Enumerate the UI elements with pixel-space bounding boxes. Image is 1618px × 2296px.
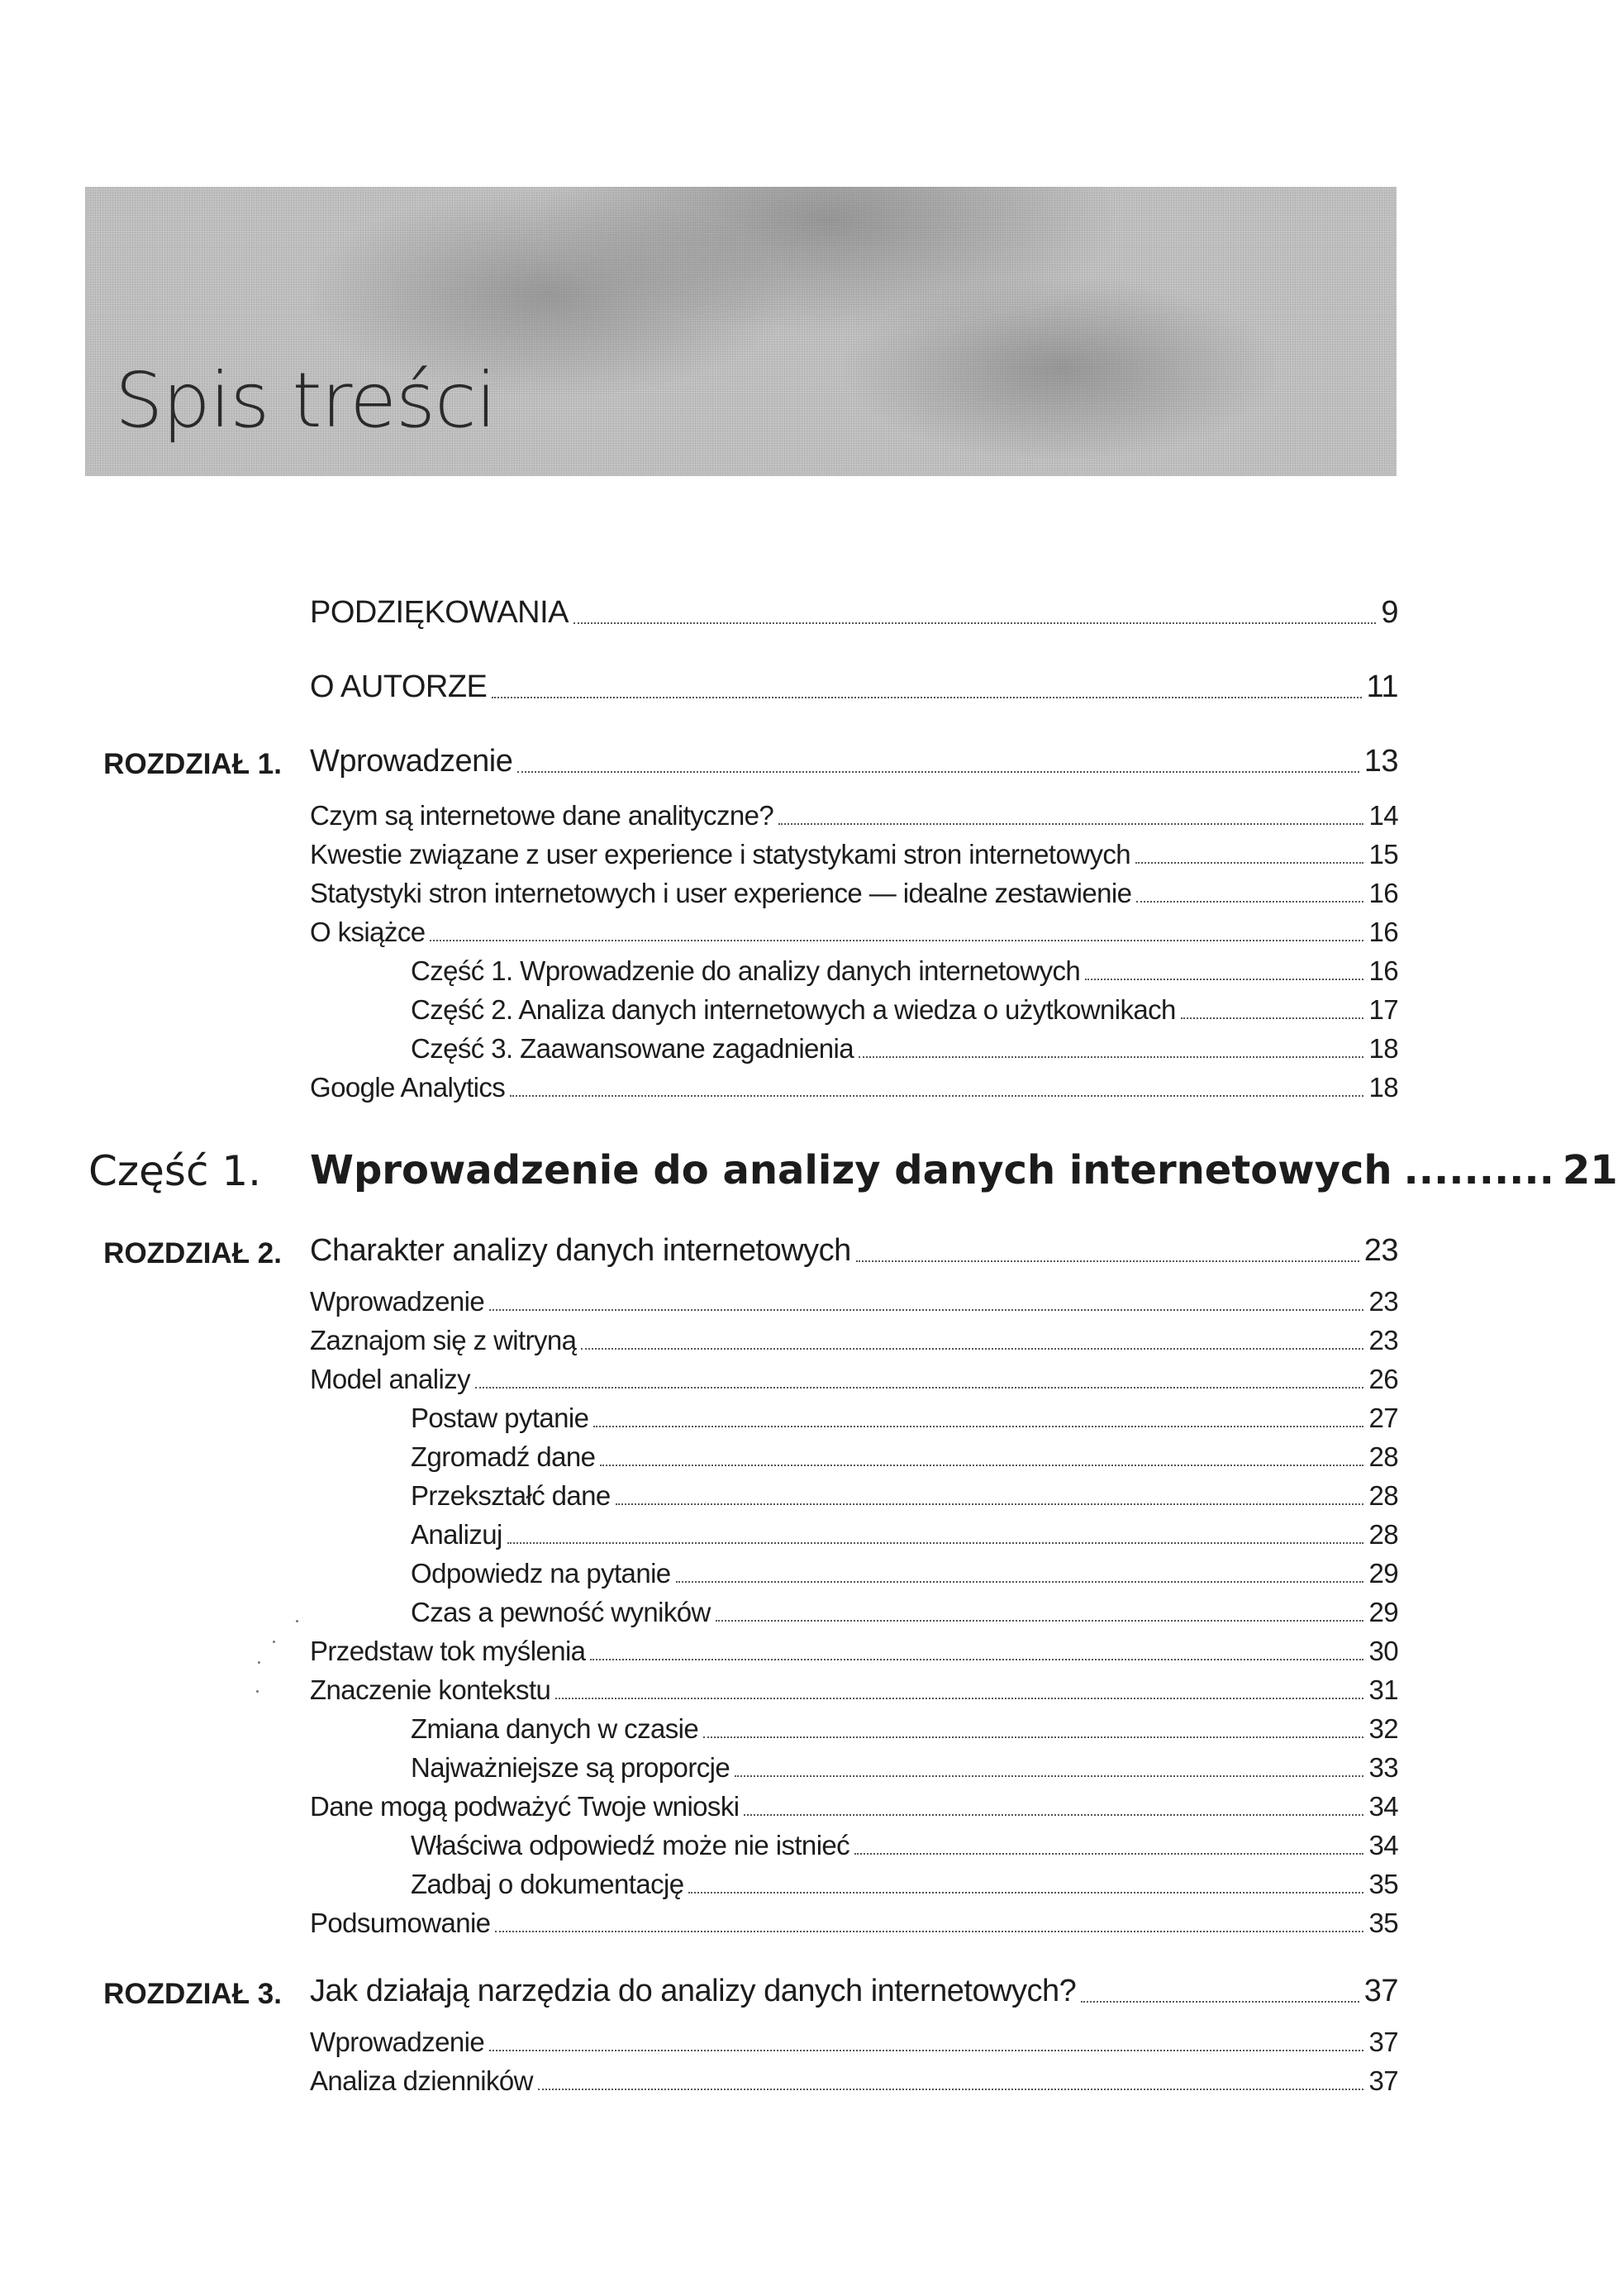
- toc-entry[interactable]: [310, 1674, 1398, 1706]
- toc-entry-page: 31: [1368, 1674, 1398, 1705]
- title-banner: [85, 187, 1397, 476]
- toc-entry-page: 23: [1368, 1325, 1398, 1355]
- leader-dots: [555, 1698, 1363, 1699]
- toc-entry-page: 35: [1368, 1908, 1398, 1938]
- toc-subentry[interactable]: [411, 1597, 1398, 1628]
- toc-entry[interactable]: [310, 1908, 1398, 1939]
- leader-dots: [616, 1503, 1364, 1505]
- toc-entry-page: 33: [1368, 1752, 1398, 1783]
- leader-dots: [573, 622, 1376, 624]
- toc-entry[interactable]: [310, 878, 1398, 909]
- toc-subentry[interactable]: [411, 1558, 1398, 1589]
- scan-speck: [258, 1661, 260, 1664]
- toc-entry-title: Podsumowanie: [310, 1908, 491, 1938]
- toc-entry-title: Wprowadzenie: [310, 1286, 485, 1317]
- leader-dots: [475, 1387, 1364, 1389]
- toc-entry-page: 34: [1368, 1830, 1398, 1860]
- leader-dots: [859, 1056, 1363, 1058]
- toc-entry-page: 13: [1363, 744, 1398, 779]
- scan-speck: [273, 1641, 275, 1643]
- toc-entry-title: O książce: [310, 917, 426, 947]
- toc-entry-page: 37: [1363, 1974, 1398, 2008]
- toc-entry[interactable]: [310, 1325, 1398, 1356]
- toc-entry[interactable]: [310, 1364, 1398, 1395]
- toc-entry-title: Część 3. Zaawansowane zagadnienia: [411, 1033, 854, 1064]
- leader-dots: ..........: [1403, 1147, 1554, 1193]
- toc-entry-title: Zgromadź dane: [411, 1441, 596, 1472]
- chapter-label: ROZDZIAŁ 1.: [103, 748, 282, 780]
- toc-entry[interactable]: [310, 1636, 1398, 1667]
- toc-entry-title: Wprowadzenie: [310, 744, 513, 779]
- toc-entry-page: 30: [1368, 1636, 1398, 1666]
- toc-entry[interactable]: [310, 1791, 1398, 1822]
- leader-dots: [735, 1775, 1363, 1777]
- toc-entry-title: Zmiana danych w czasie: [411, 1713, 699, 1744]
- toc-entry-title: Charakter analizy danych internetowych: [310, 1233, 851, 1268]
- toc-entry-title: Wprowadzenie: [310, 2027, 485, 2057]
- toc-entry-title: Część 2. Analiza danych internetowych a wiedza o użytkownikach: [411, 994, 1176, 1025]
- toc-subentry[interactable]: [411, 1519, 1398, 1551]
- toc-subentry[interactable]: [411, 1033, 1398, 1065]
- toc-entry-page: 27: [1368, 1403, 1398, 1433]
- leader-dots: [507, 1542, 1364, 1544]
- toc-subentry[interactable]: [411, 1441, 1398, 1473]
- leader-dots: [856, 1260, 1359, 1262]
- toc-entry-title: Najważniejsze są proporcje: [411, 1752, 730, 1783]
- part-label: Część 1.: [88, 1147, 262, 1195]
- toc-entry-title: PODZIĘKOWANIA: [310, 595, 569, 630]
- toc-entry-title: Analiza dzienników: [310, 2065, 533, 2096]
- toc-chapter-2[interactable]: [310, 1233, 1398, 1269]
- toc-subentry[interactable]: [411, 1713, 1398, 1745]
- toc-entry-page: 17: [1368, 994, 1398, 1025]
- toc-entry-page: 16: [1368, 878, 1398, 908]
- leader-dots: [716, 1620, 1364, 1622]
- leader-dots: [489, 2050, 1363, 2051]
- toc-entry-title: Model analizy: [310, 1364, 470, 1394]
- leader-dots: [600, 1465, 1363, 1466]
- toc-part-1[interactable]: [310, 1147, 1618, 1193]
- toc-entry-title: O AUTORZE: [310, 669, 488, 704]
- toc-entry-title: Dane mogą podważyć Twoje wnioski: [310, 1791, 740, 1822]
- leader-dots: [688, 1892, 1363, 1893]
- toc-entry[interactable]: [310, 2065, 1398, 2097]
- toc-entry-title: Znaczenie kontekstu: [310, 1674, 551, 1705]
- toc-entry[interactable]: [310, 1072, 1398, 1103]
- toc-entry-about-author[interactable]: [310, 669, 1398, 705]
- toc-subentry[interactable]: [411, 1830, 1398, 1861]
- toc-entry-page: 18: [1368, 1033, 1398, 1064]
- page-title: Spis treści: [115, 356, 497, 445]
- leader-dots: [778, 823, 1363, 825]
- leader-dots: [581, 1348, 1363, 1350]
- toc-entry-page: 9: [1381, 595, 1398, 630]
- toc-entry-title: Zaznajom się z witryną: [310, 1325, 577, 1355]
- toc-entry-page: 21: [1562, 1147, 1618, 1193]
- toc-chapter-3[interactable]: [310, 1974, 1398, 2009]
- toc-subentry[interactable]: [411, 1752, 1398, 1784]
- toc-entry-title: Przekształć dane: [411, 1480, 611, 1511]
- toc-entry-title: Analizuj: [411, 1519, 502, 1550]
- leader-dots: [744, 1814, 1363, 1816]
- toc-entry[interactable]: [310, 2027, 1398, 2058]
- toc-entry[interactable]: [310, 800, 1398, 831]
- toc-entry-page: 32: [1368, 1713, 1398, 1744]
- toc-subentry[interactable]: [411, 1403, 1398, 1434]
- toc-entry-page: 28: [1368, 1441, 1398, 1472]
- toc-entry-page: 14: [1368, 800, 1398, 831]
- leader-dots: [676, 1581, 1364, 1583]
- toc-chapter-1[interactable]: [310, 744, 1398, 779]
- toc-subentry[interactable]: [411, 1869, 1398, 1900]
- toc-entry-page: 11: [1366, 669, 1398, 704]
- leader-dots: [489, 1309, 1363, 1311]
- leader-dots: [495, 1931, 1363, 1932]
- leader-dots: [1081, 2001, 1359, 2003]
- toc-entry-page: 26: [1368, 1364, 1398, 1394]
- toc-entry-title: Odpowiedz na pytanie: [411, 1558, 671, 1589]
- toc-entry-title: Postaw pytanie: [411, 1403, 589, 1433]
- toc-entry[interactable]: [310, 1286, 1398, 1317]
- toc-entry-acknowledgements[interactable]: [310, 595, 1398, 631]
- toc-entry-page: 29: [1368, 1597, 1398, 1627]
- toc-entry-title: Czym są internetowe dane analityczne?: [310, 800, 774, 831]
- chapter-label: ROZDZIAŁ 3.: [103, 1978, 282, 2010]
- leader-dots: [492, 697, 1361, 698]
- leader-dots: [510, 1095, 1363, 1097]
- toc-entry-title: Właściwa odpowiedź może nie istnieć: [411, 1830, 850, 1860]
- toc-entry-title: Google Analytics: [310, 1072, 506, 1103]
- toc-entry[interactable]: [310, 917, 1398, 948]
- toc-entry-page: 34: [1368, 1791, 1398, 1822]
- toc-entry-title: Czas a pewność wyników: [411, 1597, 711, 1627]
- toc-entry-title: Statystyki stron internetowych i user experience — idealne zestawienie: [310, 878, 1132, 908]
- scan-speck: [296, 1620, 298, 1622]
- toc-entry-page: 29: [1368, 1558, 1398, 1589]
- toc-entry-page: 23: [1363, 1233, 1398, 1268]
- toc-entry-page: 37: [1368, 2065, 1398, 2096]
- toc-entry-page: 28: [1368, 1519, 1398, 1550]
- leader-dots: [1085, 979, 1363, 980]
- toc-subentry[interactable]: [411, 1480, 1398, 1512]
- scan-speck: [256, 1690, 259, 1693]
- chapter-label: ROZDZIAŁ 2.: [103, 1237, 282, 1269]
- leader-dots: [1136, 901, 1363, 903]
- toc-entry-page: 16: [1368, 917, 1398, 947]
- leader-dots: [593, 1426, 1363, 1427]
- leader-dots: [1181, 1017, 1364, 1019]
- leader-dots: [538, 2089, 1364, 2090]
- toc-entry-page: 15: [1368, 839, 1398, 869]
- toc-entry-page: 37: [1368, 2027, 1398, 2057]
- leader-dots: [703, 1736, 1363, 1738]
- toc-subentry[interactable]: [411, 994, 1398, 1026]
- toc-entry-title: Część 1. Wprowadzenie do analizy danych internetowych: [411, 955, 1081, 986]
- leader-dots: [430, 940, 1363, 941]
- toc-entry-title: Przedstaw tok myślenia: [310, 1636, 586, 1666]
- toc-entry[interactable]: [310, 839, 1398, 870]
- toc-entry-title: Jak działają narzędzia do analizy danych internetowych?: [310, 1974, 1077, 2008]
- toc-subentry[interactable]: [411, 955, 1398, 987]
- toc-entry-page: 23: [1368, 1286, 1398, 1317]
- leader-dots: [1135, 862, 1363, 864]
- toc-entry-page: 35: [1368, 1869, 1398, 1899]
- leader-dots: [517, 771, 1359, 773]
- toc-entry-page: 16: [1368, 955, 1398, 986]
- toc-entry-title: Kwestie związane z user experience i statystykami stron internetowych: [310, 839, 1131, 869]
- toc-entry-title: Zadbaj o dokumentację: [411, 1869, 684, 1899]
- leader-dots: [854, 1853, 1363, 1855]
- toc-entry-page: 18: [1368, 1072, 1398, 1103]
- toc-part-title: Wprowadzenie do analizy danych internetowych: [310, 1147, 1392, 1193]
- leader-dots: [590, 1659, 1363, 1660]
- toc-entry-page: 28: [1368, 1480, 1398, 1511]
